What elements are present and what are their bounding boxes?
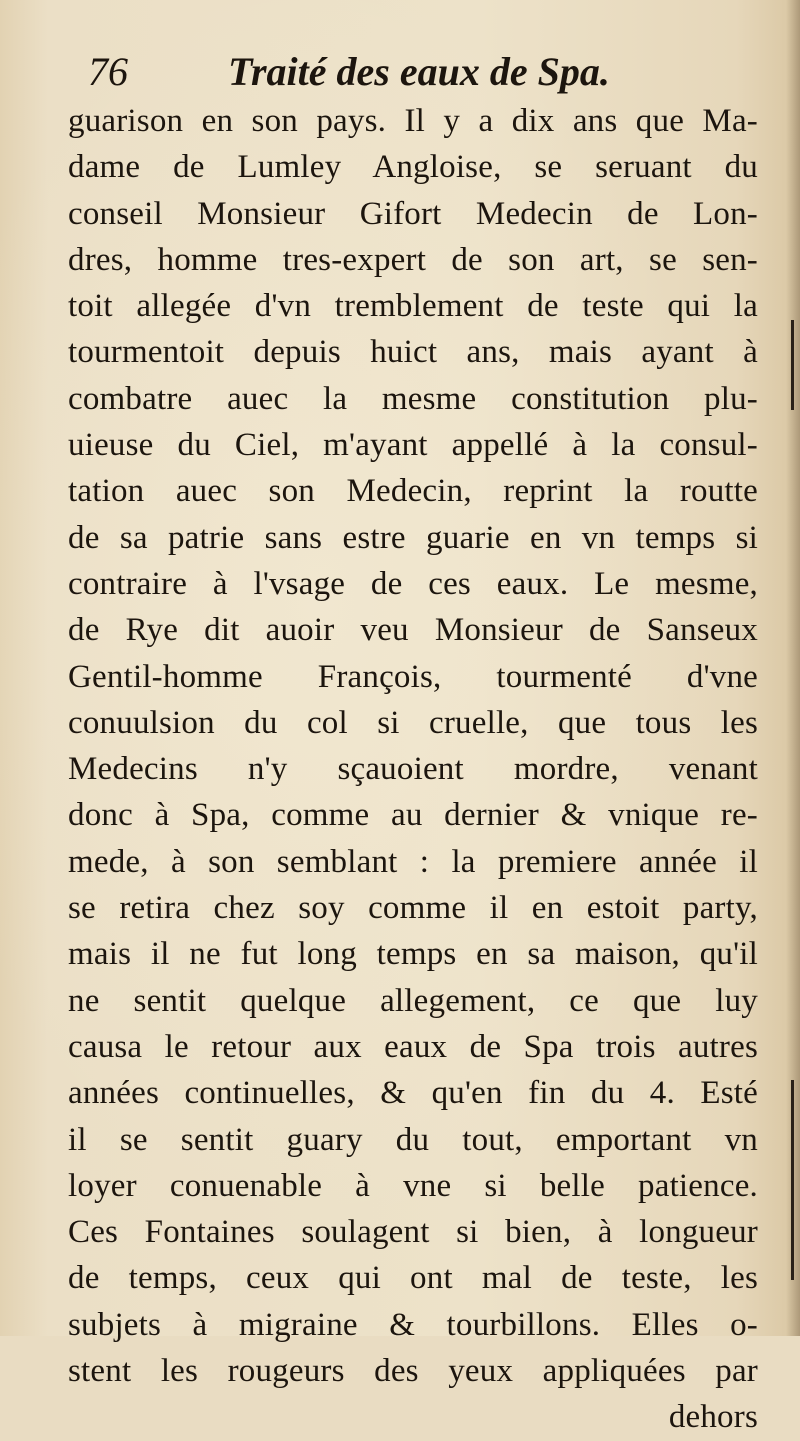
- page-edge-mark: [791, 1080, 794, 1280]
- text-line: tation auec son Medecin, reprint la routte: [68, 473, 758, 510]
- text-line: causa le retour aux eaux de Spa trois autres: [68, 1028, 758, 1065]
- text-line: tourmentoit depuis huict ans, mais ayant à: [68, 334, 758, 371]
- body-text: [68, 98, 758, 1441]
- running-head: Traité des eaux de Spa.: [228, 49, 610, 94]
- page-header: [88, 44, 748, 100]
- text-line: donc à Spa, comme au dernier & vnique re-: [68, 797, 758, 834]
- page-number: 76: [88, 49, 128, 94]
- page-edge-mark: [791, 320, 794, 410]
- text-line: contraire à l'vsage de ces eaux. Le mesme,: [68, 565, 758, 602]
- text-line: de sa patrie sans estre guarie en vn temps si: [68, 519, 758, 556]
- text-line: de temps, ceux qui ont mal de teste, les: [68, 1260, 758, 1297]
- text-line: mais il ne fut long temps en sa maison, qu'il: [68, 936, 758, 973]
- text-line: loyer conuenable à vne si belle patience.: [68, 1167, 758, 1204]
- text-line: conseil Monsieur Gifort Medecin de Lon-: [68, 195, 758, 232]
- text-line: ne sentit quelque allegement, ce que luy: [68, 982, 758, 1019]
- text-line: guarison en son pays. Il y a dix ans que Ma-: [68, 103, 758, 139]
- text-line: stent les rougeurs des yeux appliquées par: [68, 1353, 758, 1390]
- text-line: combatre auec la mesme constitution plu-: [68, 380, 758, 417]
- text-line: toit allegée d'vn tremblement de teste qui la: [68, 288, 758, 325]
- text-line: dame de Lumley Angloise, se seruant du: [68, 149, 758, 186]
- text-line: il se sentit guary du tout, emportant vn: [68, 1121, 758, 1158]
- text-line: uieuse du Ciel, m'ayant appellé à la consul-: [68, 427, 758, 464]
- text-line: dres, homme tres-expert de son art, se sen-: [68, 241, 758, 278]
- text-line: Medecins n'y sçauoient mordre, venant: [68, 751, 758, 788]
- text-line: de Rye dit auoir veu Monsieur de Sanseux: [68, 612, 758, 649]
- catchword: dehors: [668, 1399, 758, 1436]
- text-line: Gentil-homme François, tourmenté d'vne: [68, 658, 758, 695]
- text-line: Ces Fontaines soulagent si bien, à longueur: [68, 1214, 758, 1251]
- text-line: conuulsion du col si cruelle, que tous les: [68, 704, 758, 741]
- text-line: se retira chez soy comme il en estoit party,: [68, 890, 758, 927]
- text-line: subjets à migraine & tourbillons. Elles o-: [68, 1306, 758, 1343]
- text-line: années continuelles, & qu'en fin du 4. Esté: [68, 1075, 758, 1112]
- text-line: mede, à son semblant : la premiere année il: [68, 843, 758, 880]
